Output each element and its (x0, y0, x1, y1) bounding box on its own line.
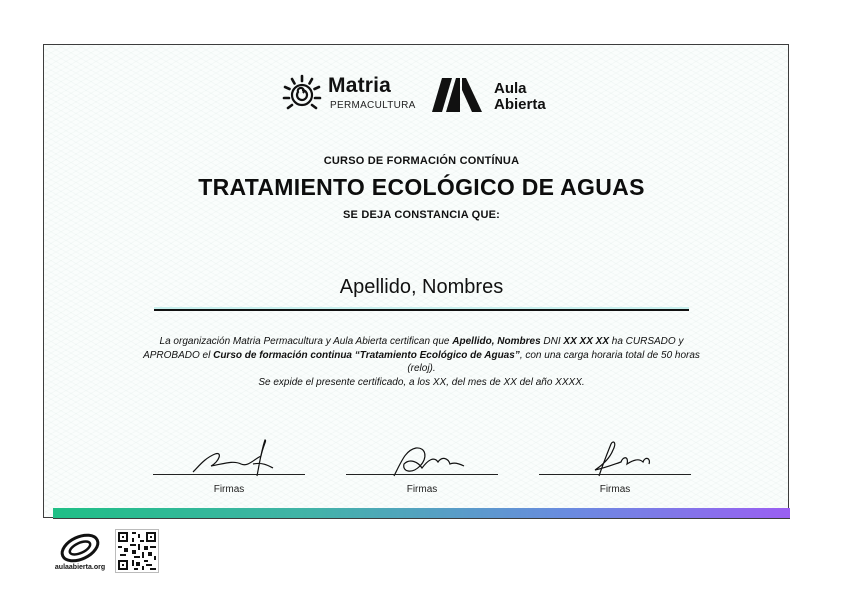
qr-code-pattern (116, 530, 158, 572)
signature-1-label: Firmas (213, 484, 245, 495)
body-text-1: La organización Matria Permacultura y Aula Abierta certifican que (159, 336, 453, 347)
body-issue-date: Se expide el presente certificado, a los XX, del mes de XX del año XXXX. (258, 376, 585, 388)
signature-block-3 (539, 436, 691, 496)
course-label: CURSO DE FORMACIÓN CONTÍNUA (323, 155, 520, 167)
aula-abierta-icon (432, 76, 488, 112)
body-dni: XX XX XX (563, 336, 609, 347)
body-name: Apellido, Nombres (452, 336, 541, 347)
signature-3-line (539, 474, 691, 475)
name-underline (154, 307, 689, 311)
qr-code-icon (115, 529, 159, 573)
signature-3-label: Firmas (599, 484, 631, 495)
body-course: Curso de formación continua “Tratamiento Ecológico de Aguas” (213, 349, 520, 361)
signature-2-label: Firmas (406, 484, 438, 495)
matria-name: Matria (328, 74, 392, 97)
matria-spiral-icon (282, 74, 322, 114)
course-title: TRATAMIENTO ECOLÓGICO DE AGUAS (198, 174, 645, 200)
body-text-3: DNI (540, 336, 564, 347)
signature-1-line (153, 474, 305, 475)
aula-line1: Aula (494, 80, 527, 97)
footer-url[interactable]: aulaabierta.org (54, 564, 106, 571)
matria-subtitle: PERMACULTURA (330, 100, 416, 111)
aula-line2: Abierta (494, 96, 546, 113)
signature-block-2 (346, 436, 498, 496)
recipient-name: Apellido, Nombres (339, 276, 504, 298)
certificate-body (143, 335, 700, 389)
signature-2-line (346, 474, 498, 475)
frame-bottom-edge (53, 518, 790, 519)
header-logos (0, 72, 843, 116)
body-text-7: , con una carga horaria total de 50 horas (reloj). (407, 349, 700, 374)
constancia-label: SE DEJA CONSTANCIA QUE: (343, 209, 500, 221)
body-text-5: ha CURSADO y APROBADO el (143, 336, 684, 361)
signature-block-1 (153, 436, 305, 496)
gradient-bar (53, 508, 790, 518)
